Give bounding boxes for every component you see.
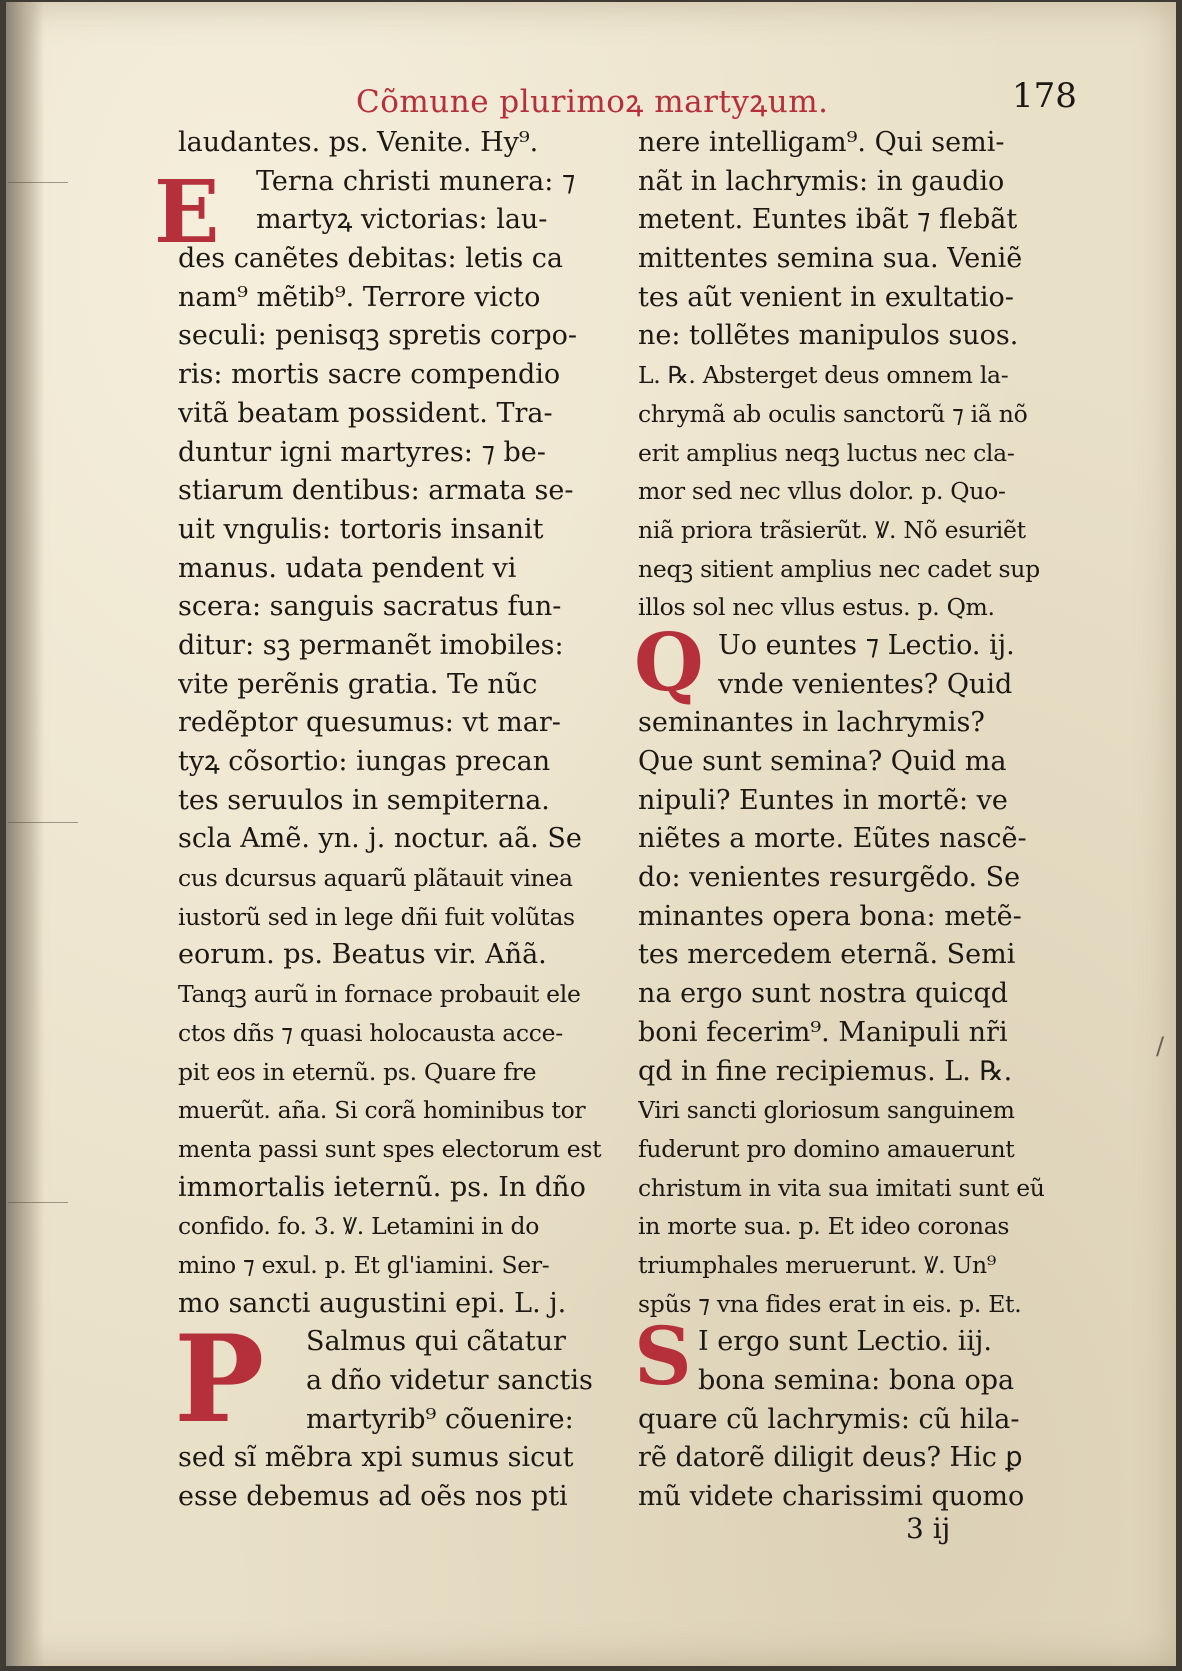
left-column-line: eorum. ps. Beatus vir. Añã. — [178, 939, 547, 971]
right-column-line: chrymã ab oculis sanctorũ ⁊ iã nõ — [638, 399, 1028, 428]
right-column-line: spũs ⁊ vna fides erat in eis. p. Et. — [638, 1289, 1022, 1318]
left-column-line: martyꝝ victorias: lau- — [256, 204, 548, 236]
initial-q: Q — [634, 615, 704, 709]
right-column-line: niẽtes a morte. Eũtes nascẽ- — [638, 823, 1027, 855]
left-column-line: ctos dñs ⁊ quasi holocausta acce- — [178, 1018, 563, 1047]
right-column-line: vnde venientes? Quid — [718, 668, 1013, 700]
left-column-line: Salmus qui cãtatur — [306, 1326, 566, 1358]
right-column-line: ne: tollẽtes manipulos suos. — [638, 320, 1019, 352]
left-column-line: des canẽtes debitas: letis ca — [178, 243, 563, 275]
right-column-line: qd in fine recipiemus. L. ℞. — [638, 1055, 1013, 1087]
left-column-line: vite perẽnis gratia. Te nũc — [178, 668, 538, 700]
left-column-line: vitã beatam possident. Tra- — [178, 397, 553, 429]
right-column-line: quare cũ lachrymis: cũ hila- — [638, 1403, 1020, 1435]
right-column — [638, 124, 1090, 1517]
right-column-line: christum in vita sua imitati sunt eũ — [638, 1173, 1045, 1202]
right-column-line: fuderunt pro domino amauerunt — [638, 1134, 1015, 1163]
binding-thread — [8, 1202, 68, 1203]
left-column-line: esse debemus ad oẽs nos pti — [178, 1481, 568, 1513]
right-column-line: na ergo sunt nostra quicqd — [638, 978, 1009, 1010]
left-column-line: immortalis ieternũ. ps. In dño — [178, 1171, 586, 1203]
left-column-line: laudantes. ps. Venite. Hy⁹. — [178, 127, 539, 158]
left-column-line: ditur: sꝫ permanẽt imobiles: — [178, 629, 564, 661]
left-column-line: menta passi sunt spes electorum est — [178, 1134, 602, 1163]
right-column-line: L. ℞. Absterget deus omnem la- — [638, 361, 1009, 390]
initial-e: E — [154, 162, 220, 263]
folio-number: 178 — [1012, 76, 1077, 116]
left-column-line: sed sĩ mẽbra xpi sumus sicut — [178, 1442, 574, 1474]
initial-p: P — [174, 1309, 265, 1450]
left-column — [178, 124, 630, 1517]
right-column-line: in morte sua. p. Et ideo coronas — [638, 1212, 1010, 1241]
right-column-line: I ergo sunt Lectio. iij. — [698, 1326, 993, 1358]
left-column-line: confido. fo. 3. Ꝟ. Letamini in do — [178, 1212, 540, 1241]
left-column-line: muerũt. aña. Si corã hominibus tor — [178, 1096, 586, 1125]
binding-thread — [8, 822, 78, 823]
left-column-line: tes seruulos in sempiterna. — [178, 784, 550, 816]
right-column-line: mor sed nec vllus dolor. p. Quo- — [638, 477, 1006, 506]
right-column-line: metent. Euntes ibãt ⁊ flebãt — [638, 204, 1018, 236]
left-column-line: redẽptor quesumus: vt mar- — [178, 707, 561, 739]
left-column-line: nam⁹ mẽtib⁹. Terrore victo — [178, 281, 541, 313]
right-column-line: do: venientes resurgẽdo. Se — [638, 862, 1021, 894]
left-column-line: a dño videtur sanctis — [306, 1365, 593, 1396]
right-column-line: mittentes semina sua. Veniẽ — [638, 243, 1023, 275]
right-column-line: triumphales meruerunt. Ꝟ. Un⁹ — [638, 1250, 996, 1279]
left-column-line: manus. udata pendent vi — [178, 552, 517, 584]
binding-edge — [6, 2, 44, 1666]
left-column-line: mino ⁊ exul. p. Et gl'iamini. Ser- — [178, 1250, 550, 1279]
right-column-line: rẽ datorẽ diligit deus? Hic ꝑ — [638, 1442, 1023, 1474]
right-column-line: boni fecerim⁹. Manipuli nr̃i — [638, 1016, 1008, 1048]
left-column-line: Tanqꝫ aurũ in fornace probauit ele — [178, 980, 581, 1009]
book-page — [6, 2, 1176, 1666]
right-column-line: erit amplius neqꝫ luctus nec cla- — [638, 438, 1015, 467]
right-column-line: seminantes in lachrymis? — [638, 707, 985, 739]
left-column-line: duntur igni martyres: ⁊ be- — [178, 436, 546, 468]
running-title: Cõmune plurimoꝝ martyꝝum. — [356, 84, 829, 120]
right-column-line: Viri sancti gloriosum sanguinem — [638, 1096, 1015, 1125]
left-column-line: stiarum dentibus: armata se- — [178, 475, 574, 507]
margin-mark: / — [1156, 1032, 1165, 1060]
left-column-line: seculi: penisqꝫ spretis corpo- — [178, 320, 577, 352]
signature-mark: 3 ij — [906, 1512, 951, 1545]
right-column-line: neqꝫ sitient amplius nec cadet sup — [638, 554, 1040, 583]
right-column-line: bona semina: bona opa — [698, 1365, 1015, 1396]
left-column-line: pit eos in eternũ. ps. Quare fre — [178, 1057, 537, 1086]
right-column-line: illos sol nec vllus estus. p. Qm. — [638, 593, 995, 622]
left-column-line: tyꝝ cõsortio: iungas precan — [178, 746, 551, 777]
right-column-line: Que sunt semina? Quid ma — [638, 746, 1007, 777]
right-column-line: nere intelligam⁹. Qui semi- — [638, 127, 1005, 158]
left-column-line: scera: sanguis sacratus fun- — [178, 591, 562, 623]
left-column-line: uit vngulis: tortoris insanit — [178, 513, 544, 545]
right-column-line: niã priora trãsierũt. Ꝟ. Nõ esuriẽt — [638, 515, 1026, 544]
left-column-line: iustorũ sed in lege dñi fuit volũtas — [178, 902, 575, 931]
binding-thread — [8, 182, 68, 183]
left-column-line: cus dcursus aquarũ plãtauit vinea — [178, 864, 573, 893]
left-column-line: scla Amẽ. yn. j. noctur. aã. Se — [178, 823, 582, 855]
right-column-line: nãt in lachrymis: in gaudio — [638, 165, 1005, 197]
right-column-line: tes aũt venient in exultatio- — [638, 281, 1014, 313]
right-column-line: Uo euntes ⁊ Lectio. ij. — [718, 629, 1015, 661]
right-column-line: mũ videte charissimi quomo — [638, 1481, 1025, 1513]
left-column-line: mo sancti augustini epi. L. j. — [178, 1287, 567, 1319]
left-column-line: Terna christi munera: ⁊ — [256, 165, 576, 197]
right-column-line: minantes opera bona: metẽ- — [638, 900, 1022, 932]
left-column-line: martyrib⁹ cõuenire: — [306, 1403, 574, 1435]
left-column-line: ris: mortis sacre compendio — [178, 359, 561, 391]
right-column-line: tes mercedem eternã. Semi — [638, 939, 1016, 971]
right-column-line: nipuli? Euntes in mortẽ: ve — [638, 784, 1008, 816]
initial-s: S — [634, 1309, 692, 1403]
